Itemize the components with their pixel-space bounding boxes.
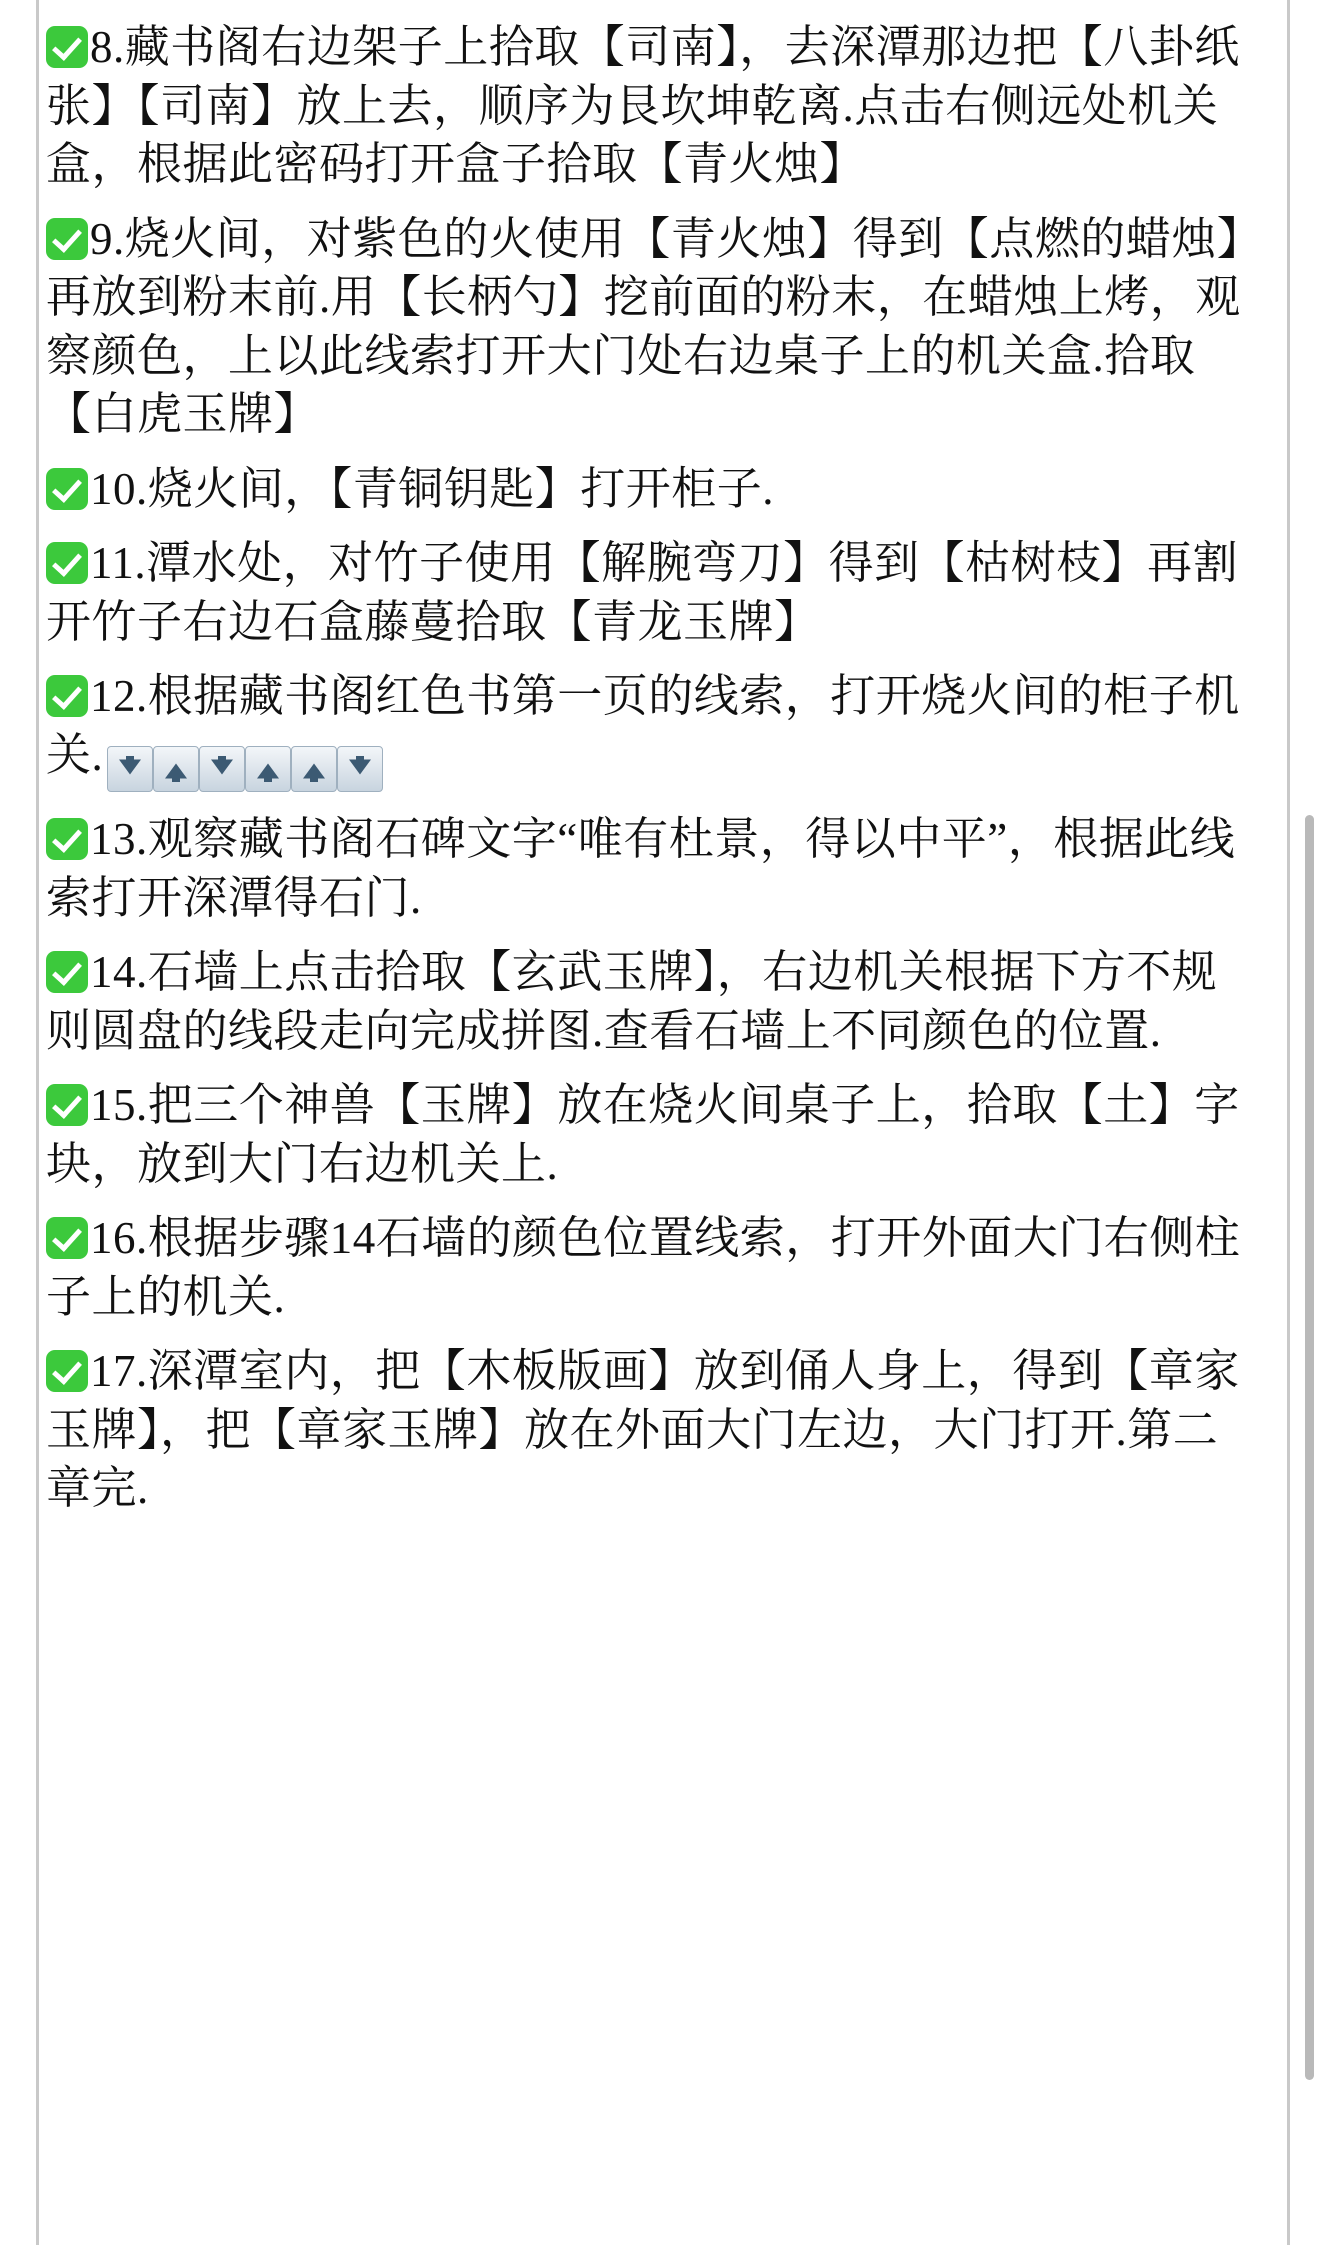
list-item xyxy=(46,810,1262,927)
list-item xyxy=(46,534,1262,651)
checkmark-icon xyxy=(46,1217,88,1259)
arrow-up-icon xyxy=(245,746,291,792)
checkmark-icon xyxy=(46,951,88,993)
step-text: 8.藏书阁右边架子上拾取【司南】，去深潭那边把【八卦纸张】【司南】放上去，顺序为艮坎坤乾离.点击右侧远处机关盒，根据此密码打开盒子拾取【青火烛】 xyxy=(46,22,1240,189)
step-text: 17.深潭室内，把【木板版画】放到俑人身上，得到【章家玉牌】，把【章家玉牌】放在外面大门左边，大门打开.第二章完. xyxy=(46,1346,1240,1513)
list-item xyxy=(46,1209,1262,1326)
list-item xyxy=(46,460,1262,519)
step-text: 12.根据藏书阁红色书第一页的线索，打开烧火间的柜子机关. xyxy=(46,671,1240,780)
list-item xyxy=(46,210,1262,444)
arrow-up-icon xyxy=(153,746,199,792)
arrow-down-icon xyxy=(337,746,383,792)
list-item xyxy=(46,18,1262,194)
checkmark-icon xyxy=(46,468,88,510)
checkmark-icon xyxy=(46,818,88,860)
step-text: 10.烧火间，【青铜钥匙】打开柜子. xyxy=(90,463,775,514)
list-item xyxy=(46,1342,1262,1518)
arrow-sequence xyxy=(107,736,383,795)
right-margin-rule xyxy=(1287,0,1290,2245)
step-text: 14.石墙上点击拾取【玄武玉牌】，右边机关根据下方不规则圆盘的线段走向完成拼图.查看石墙上不同颜色的位置. xyxy=(46,947,1218,1056)
checkmark-icon xyxy=(46,1350,88,1392)
left-margin-rule xyxy=(36,0,39,2245)
vertical-scrollbar[interactable] xyxy=(1305,815,1314,2080)
list-item xyxy=(46,943,1262,1060)
list-item xyxy=(46,667,1262,794)
checkmark-icon xyxy=(46,1084,88,1126)
arrow-up-icon xyxy=(291,746,337,792)
checkmark-icon xyxy=(46,26,88,68)
step-text: 16.根据步骤14石墙的颜色位置线索，打开外面大门右侧柱子上的机关. xyxy=(46,1213,1241,1322)
step-text: 11.潭水处，对竹子使用【解腕弯刀】得到【枯树枝】再割开竹子右边石盒藤蔓拾取【青龙玉牌】 xyxy=(46,538,1239,647)
checkmark-icon xyxy=(46,675,88,717)
checkmark-icon xyxy=(46,542,88,584)
steps-list xyxy=(46,18,1262,1518)
checkmark-icon xyxy=(46,218,88,260)
step-text: 15.把三个神兽【玉牌】放在烧火间桌子上，拾取【土】字块，放到大门右边机关上. xyxy=(46,1080,1240,1189)
step-text: 13.观察藏书阁石碑文字“唯有杜景，得以中平”，根据此线索打开深潭得石门. xyxy=(46,814,1236,923)
arrow-down-icon xyxy=(107,746,153,792)
step-text: 9.烧火间，对紫色的火使用【青火烛】得到【点燃的蜡烛】再放到粉末前.用【长柄勺】挖前面的粉末，在蜡烛上烤，观察颜色，上以此线索打开大门处右边桌子上的机关盒.拾取【白虎玉牌】 xyxy=(46,213,1241,439)
list-item xyxy=(46,1076,1262,1193)
arrow-down-icon xyxy=(199,746,245,792)
